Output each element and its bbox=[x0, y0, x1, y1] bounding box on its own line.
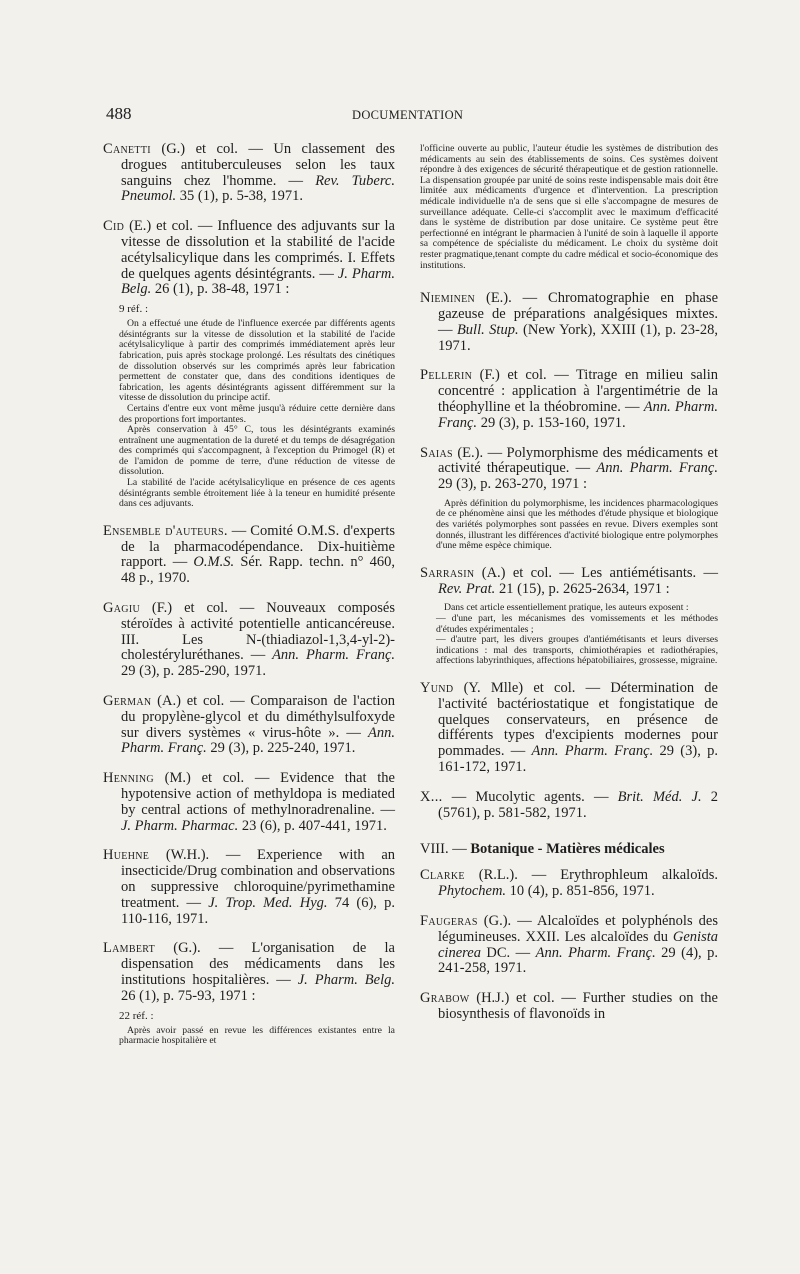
entry-german bbox=[103, 694, 395, 757]
entry-author: Ensemble d'auteurs. bbox=[103, 522, 228, 539]
entry-tail: 26 (1), p. 75-93, 1971 : bbox=[121, 987, 256, 1004]
entry-journal: Bull. Stup. bbox=[456, 321, 519, 338]
entry-text: (E.). — Polymorphisme des médicaments et activité thérapeutique. — bbox=[438, 444, 718, 477]
entry-author: Lambert bbox=[103, 940, 156, 957]
abstract-cid bbox=[119, 319, 395, 510]
entry-text: (E.). — Chromatographie en phase gazeuse de préparations analgésiques mixtes. — bbox=[438, 290, 718, 338]
right-column bbox=[420, 142, 718, 1023]
entry-journal: J. Pharm. Pharmac. bbox=[121, 817, 239, 834]
entry-grabow bbox=[420, 991, 718, 1023]
section-number: VIII. — bbox=[420, 841, 471, 858]
entry-author: Canetti bbox=[103, 141, 151, 157]
abstract-paragraph: — d'une part, les mécanismes des vomissements et les méthodes d'études expérimentales ; bbox=[436, 613, 718, 635]
entry-tail: 2 (5761), p. 581-582, 1971. bbox=[438, 788, 718, 821]
entry-canetti bbox=[103, 142, 395, 205]
entry-author: Nieminen bbox=[420, 290, 476, 307]
entry-tail: 29 (3), p. 263-270, 1971 : bbox=[438, 476, 588, 493]
entry-text: — Comité O.M.S. d'experts de la pharmacodépendance. Dix-huitième rapport. — bbox=[121, 522, 395, 571]
entry-tail: Sér. Rapp. techn. n° 460, 48 p., 1970. bbox=[121, 554, 395, 587]
entry-tail: 74 (6), p. 110-116, 1971. bbox=[121, 894, 395, 927]
entry-gagiu bbox=[103, 601, 395, 680]
entry-journal: J. Trop. Med. Hyg. bbox=[208, 894, 328, 911]
abstract-paragraph: Après conservation à 45° C, tous les désintégrants examinés entraînent une augmentation de la dureté et du temps de désagrégation des comprimés qui s'accompagnent, à l'exception du Primogel (R) et de l'amidon de pomme de terre, d'une réduction de vitesse de dissolution. bbox=[119, 424, 395, 478]
entry-yund bbox=[420, 681, 718, 776]
entry-tail: 35 (1), p. 5-38, 1971. bbox=[176, 188, 304, 205]
entry-text-2: DC. — bbox=[480, 944, 536, 961]
reference-count: 22 réf. : bbox=[119, 1009, 154, 1022]
left-column bbox=[103, 142, 395, 1047]
entry-author: X... bbox=[420, 788, 443, 805]
entry-author: Saias bbox=[420, 444, 453, 461]
reference-count: 9 réf. : bbox=[119, 303, 149, 316]
entry-tail: 29 (3), p. 161-172, 1971. bbox=[438, 743, 718, 775]
entry-journal: Phytochem. bbox=[438, 883, 507, 900]
entry-author: Yund bbox=[420, 680, 454, 697]
entry-pellerin bbox=[420, 368, 718, 431]
entry-author: Pellerin bbox=[420, 367, 473, 384]
entry-journal: Ann. Pharm. Franç. bbox=[531, 743, 654, 760]
entry-text: (F.) et col. — Nouveaux composés stéroïdes à activité potentielle anticancéreuse. III. Les N-(thiadiazol-1,3,4-yl-2)-cholestéryluréthanes. — bbox=[121, 600, 395, 664]
entry-journal: J. Pharm. Belg. bbox=[121, 265, 395, 298]
entry-text: (R.L.). — Erythrophleum alkaloïds. bbox=[464, 867, 718, 884]
abstract-paragraph: l'officine ouverte au public, l'auteur étudie les systèmes de distribution des médicaments au sein des établissements de soins. Ces systèmes doivent répondre à des exigences de sécurité thérapeutique et de gestion rationnelle. La dispensation groupée par unité de soins reste indispensable mais doit être limitée aux médicaments d'urgence et d'intervention. La prescription médicale individuelle n'a de sens que si elle s'accompagne de mesures de surveillance adéquate. Celle-ci s'accomplit avec le maximum d'efficacité dans le système de distribution par dose unitaire. Ce système peut être perfectionné en intégrant le pharmacien à l'unité de soin à laquelle il apporte sa compétence de spécialiste du médicament. Le choix du système doit rester pragmatique,tenant compte du cadre médical et socio-économique des institutions. bbox=[420, 143, 718, 271]
entry-journal: Brit. Méd. J. bbox=[617, 788, 702, 805]
entry-nieminen bbox=[420, 291, 718, 354]
entry-journal: Ann. Pharm. Franç. bbox=[596, 460, 718, 477]
entry-journal: Rev. Tuberc. Pneumol. bbox=[121, 172, 395, 205]
entry-journal: Ann. Pharm. Franç. bbox=[272, 647, 395, 664]
abstract-paragraph: Certains d'entre eux vont même jusqu'à réduire cette dernière dans des proportions fort importantes. bbox=[119, 402, 395, 425]
entry-text: (F.) et col. — Titrage en milieu salin concentré : application à l'argentimétrie de la théophylline et la théobromine. — bbox=[438, 367, 718, 415]
entry-text: (G.). — Alcaloïdes et polyphénols des légumineuses. XXII. Les alcaloïdes du bbox=[438, 912, 718, 945]
entry-tail: 29 (3), p. 285-290, 1971. bbox=[121, 663, 266, 680]
entry-tail: 29 (4), p. 241-258, 1971. bbox=[438, 944, 718, 977]
entry-text: (Y. Mlle) et col. — Détermination de l'activité bactériostatique et fongistatique de quelques conservateurs, en présence de différents types d'excipients modernes pour pommades. — bbox=[438, 680, 718, 760]
entry-lambert bbox=[103, 941, 395, 1004]
abstract-paragraph: On a effectué une étude de l'influence exercée par différents agents désintégrants sur la vitesse de dissolution et la stabilité de l'acide acétylsalicylique à partir des comprimés immédiatement après leur fabrication, puis après stockage prolongé. Les résultats des cinétiques de dissolution observés sur les comprimés après leur fabrication permettent de constater que, dans des conditions identiques de fabrication, les agents désintégrants agissent différemment sur la vitesse de dissolution du principe actif. bbox=[119, 318, 395, 404]
entry-journal: Ann. Pharm. Franç. bbox=[438, 398, 718, 431]
entry-faugeras bbox=[420, 914, 718, 977]
entry-sarrasin bbox=[420, 566, 718, 598]
entry-author: Gagiu bbox=[103, 600, 140, 617]
entry-journal: Ann. Pharm. Franç. bbox=[121, 724, 395, 757]
entry-saias bbox=[420, 446, 718, 493]
entry-text: — Mucolytic agents. — bbox=[442, 788, 618, 805]
entry-author: Huehne bbox=[103, 847, 150, 864]
abstract-paragraph: Dans cet article essentiellement pratique, les auteurs exposent : bbox=[444, 602, 689, 614]
page-number: 488 bbox=[106, 104, 132, 123]
entry-author: Sarrasin bbox=[420, 564, 475, 581]
entry-text: (G.) et col. — Un classement des drogues antituberculeuses selon les taux sanguins chez l'homme. — bbox=[121, 141, 395, 189]
entry-tail: 29 (3), p. 225-240, 1971. bbox=[206, 740, 356, 757]
entry-journal: J. Pharm. Belg. bbox=[297, 971, 395, 988]
entry-journal: O.M.S. bbox=[193, 554, 235, 571]
abstract-continuation bbox=[420, 144, 718, 271]
entry-x bbox=[420, 790, 718, 822]
entry-journal: Ann. Pharm. Franç. bbox=[535, 944, 656, 961]
abstract-sarrasin bbox=[436, 603, 718, 667]
entry-text: (G.). — L'organisation de la dispensation des médicaments dans les institutions hospitalières. — bbox=[121, 940, 395, 988]
entry-tail: 23 (6), p. 407-441, 1971. bbox=[238, 817, 387, 834]
entry-author: German bbox=[103, 693, 152, 710]
entry-text: (E.) et col. — Influence des adjuvants sur la vitesse de dissolution et la stabilité de l'acide acétylsalicylique dans les comprimés. I. Effets de quelques agents désintégrants. — bbox=[121, 218, 395, 282]
section-title: Botanique - Matières médicales bbox=[470, 841, 665, 858]
entry-author: Henning bbox=[103, 770, 154, 787]
abstract-paragraph: La stabilité de l'acide acétylsalicylique en présence de ces agents désintégrants semble étroitement liée à la teneur en humidité présente dans ces adjuvants. bbox=[119, 477, 395, 510]
entry-tail: 26 (1), p. 38-48, 1971 : bbox=[151, 281, 290, 298]
running-title: DOCUMENTATION bbox=[352, 108, 464, 122]
abstract-lambert bbox=[119, 1026, 395, 1047]
entry-tail: (New York), XXIII (1), p. 23-28, 1971. bbox=[438, 321, 719, 354]
entry-author: Cid bbox=[103, 218, 125, 235]
entry-text: (A.) et col. — Comparaison de l'action du propylène-glycol et du diméthylsulfoxyde sur divers systèmes « virus-hôte ». — bbox=[121, 693, 395, 741]
abstract-paragraph: Après définition du polymorphisme, les incidences pharmacologiques de ce phénomène ainsi que les méthodes d'étude physique et biologique des variétés polymorphes sont passées en revue. Divers exemples sont donnés, illustrant les différences d'activité biologique entre polymorphes d'une même espèce chimique. bbox=[436, 497, 718, 552]
entry-author: Grabow bbox=[420, 990, 470, 1007]
entry-species: Genista cinerea bbox=[438, 928, 718, 961]
entry-cid bbox=[103, 219, 395, 298]
entry-journal: Rev. Prat. bbox=[438, 580, 496, 597]
entry-text: (H.J.) et col. — Further studies on the biosynthesis of flavonoïds in bbox=[438, 990, 718, 1022]
entry-author: Clarke bbox=[420, 867, 465, 884]
abstract-paragraph: — d'autre part, les divers groupes d'antiémétisants et leurs diverses indications : mal des transports, chimiothérapies et radiothérapies, affections labyrinthiques, affections hépatobiliaires, grossesse, migraine. bbox=[436, 634, 718, 667]
entry-tail: 21 (15), p. 2625-2634, 1971 : bbox=[495, 580, 670, 597]
entry-henning bbox=[103, 771, 395, 834]
entry-text: (M.) et col. — Evidence that the hypotensive action of methyldopa is mediated by central actions of methylnoradrenaline. — bbox=[121, 770, 395, 818]
entry-ensemble bbox=[103, 524, 395, 587]
entry-huehne bbox=[103, 848, 395, 927]
abstract-paragraph: Après avoir passé en revue les différences existantes entre la pharmacie hospitalière et bbox=[119, 1024, 395, 1047]
entry-tail: 29 (3), p. 153-160, 1971. bbox=[477, 414, 626, 431]
entry-tail: 10 (4), p. 851-856, 1971. bbox=[506, 883, 655, 900]
entry-author: Faugeras bbox=[420, 912, 478, 929]
entry-text: (W.H.). — Experience with an insecticide/Drug combination and observations on suppressive chloroquine/pyrimethamine treatment. — bbox=[121, 847, 395, 911]
abstract-saias bbox=[436, 499, 718, 552]
entry-clarke bbox=[420, 868, 718, 900]
section-heading bbox=[420, 841, 718, 858]
entry-text: (A.) et col. — Les antiémétisants. — bbox=[474, 564, 718, 581]
